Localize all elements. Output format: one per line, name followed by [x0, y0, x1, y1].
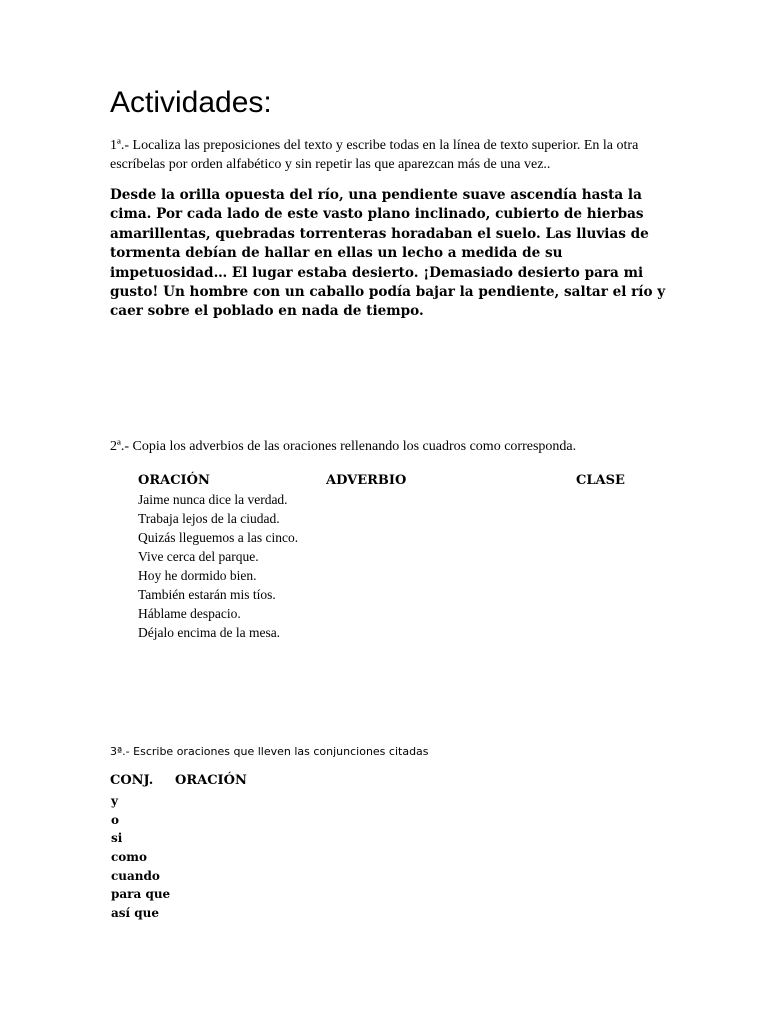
sentence-item: Déjalo encima de la mesa. [138, 625, 281, 640]
sentence-item: Háblame despacio. [138, 606, 241, 621]
header-oracion-3: ORACIÓN [175, 773, 247, 788]
activity-3-instruction: 3ª.- Escribe oraciones que lleven las conjunciones citadas [110, 745, 429, 758]
sentence-item: Vive cerca del parque. [138, 549, 259, 564]
sentence-item: Trabaja lejos de la ciudad. [138, 511, 280, 526]
conjunction-item: así que [111, 906, 160, 921]
activity-2-instruction: 2ª.- Copia los adverbios de las oraciones rellenando los cuadros como corresponda. [110, 439, 577, 454]
conjunction-item: si [111, 831, 123, 846]
header-oracion: ORACIÓN [138, 473, 210, 488]
header-adverbio: ADVERBIO [326, 473, 407, 488]
activity-1-text: Desde la orilla opuesta del río, una pendiente suave ascendía hasta la cima. Por cada lado de este vasto plano inclinado, cubierto de hierbas amarillentas, quebradas torrenteras horadaban el suelo. Las lluvias de tormenta debían de hallar en ellas un lecho a medida de su impetuosidad… El lugar estaba desierto. ¡Demasiado desierto para mi gusto! Un hombre con un caballo podía bajar la pendiente, saltar el río y caer sobre el poblado en nada de tiempo. [110, 187, 666, 320]
sentence-item: También estarán mis tíos. [138, 587, 276, 602]
activity-1-instruction: 1ª.- Localiza las preposiciones del texto y escribe todas en la línea de texto superior. En la otra escríbelas por orden alfabético y sin repetir las que aparezcan más de una vez.. [110, 138, 639, 172]
conjunction-item: o [111, 812, 120, 827]
sentence-item: Jaime nunca dice la verdad. [138, 492, 288, 507]
conjunction-list [111, 792, 170, 923]
conjunction-item: y [111, 794, 118, 808]
page-title: Actividades: [110, 86, 272, 119]
header-conj: CONJ. [110, 773, 154, 788]
sentence-list [138, 490, 298, 642]
conjunction-item: cuando [111, 868, 160, 883]
sentence-item: Quizás lleguemos a las cinco. [138, 530, 299, 545]
header-clase: CLASE [576, 473, 625, 488]
conjunction-item: para que [111, 887, 171, 902]
sentence-item: Hoy he dormido bien. [138, 568, 257, 583]
conjunction-item: como [111, 850, 148, 865]
